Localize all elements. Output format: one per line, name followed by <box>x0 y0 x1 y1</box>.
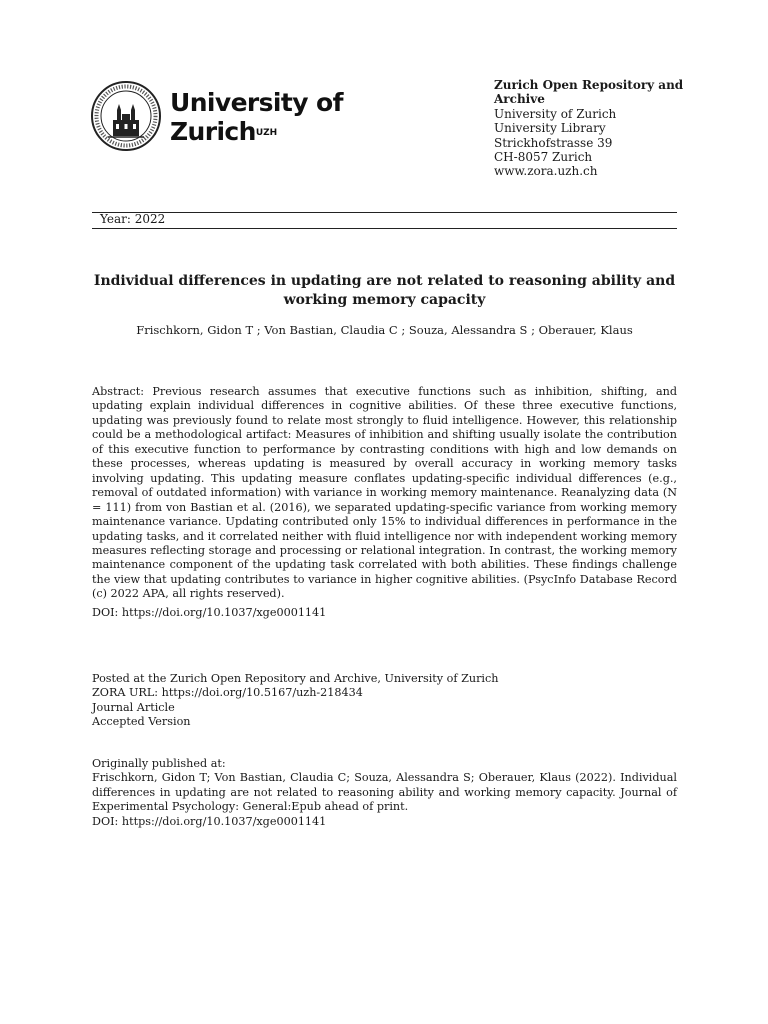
original-heading: Originally published at: <box>92 757 226 770</box>
paper-abstract: Abstract: Previous research assumes that executive functions such as inhibition, shifting, and updating explain individual differences in cognitive abilities. Of these three executive functions, updating was previously found to relate most strongly to fluid intelligence. However, this relationship could be a methodological artifact: Measures of inhibition and shifting usually isolate the contribution of this executive function to performance by contrasting conditions with high and low demands on these processes, whereas updating is measured by overall accuracy in working memory tasks involving updating. This updating measure conflates updating-specific individual differences (e.g., removal of outdated information) with variance in working memory maintenance. Reanalyzing data (N = 111) from von Bastian et al. (2016), we separated updating-specific variance from working memory maintenance variance. Updating contributed only 15% to individual differences in performance in the updating tasks, and it correlated neither with fluid intelligence nor with independent working memory measures reflecting storage and processing or relational integration. In contrast, the working memory maintenance component of the updating task correlated with both abilities. These findings challenge the view that updating contributes to variance in higher cognitive abilities. (PsycInfo Database Record (c) 2022 APA, all rights reserved). <box>92 385 677 601</box>
top-rule <box>92 212 677 213</box>
repository-library: University Library <box>494 121 606 136</box>
repository-address <box>494 78 694 179</box>
original-publication <box>92 757 677 829</box>
repository-city: CH-8057 Zurich <box>494 150 593 165</box>
university-seal-icon <box>90 80 162 152</box>
paper-doi[interactable]: DOI: https://doi.org/10.1037/xge0001141 <box>92 606 327 619</box>
year-label: Year: 2022 <box>100 212 166 226</box>
publication-type: Journal Article <box>92 700 175 714</box>
original-doi[interactable]: DOI: https://doi.org/10.1037/xge0001141 <box>92 814 327 828</box>
posting-info <box>92 672 677 730</box>
bottom-rule <box>92 228 677 229</box>
repository-institution: University of Zurich <box>494 106 617 121</box>
repository-website[interactable]: www.zora.uzh.ch <box>494 164 598 179</box>
posted-statement: Posted at the Zurich Open Repository and Archive, University of Zurich <box>92 672 499 685</box>
original-citation: Frischkorn, Gidon T; Von Bastian, Claudia C; Souza, Alessandra S; Oberauer, Klaus (2022). Individual differences in updating are not related to reasoning ability and working memory capacity. Journal of Experimental Psychology: General:Epub ahead of print. <box>92 771 677 814</box>
publication-version: Accepted Version <box>92 715 191 729</box>
repository-street: Strickhofstrasse 39 <box>494 135 613 150</box>
university-wordmark: University of Zurich$^{UZH}$ <box>170 88 343 146</box>
university-logo <box>90 80 343 160</box>
paper-title: Individual differences in updating are not related to reasoning ability and working memory capacity <box>93 273 676 308</box>
zora-url[interactable]: ZORA URL: https://doi.org/10.5167/uzh-218434 <box>92 686 363 700</box>
paper-authors: Frischkorn, Gidon T ; Von Bastian, Claudia C ; Souza, Alessandra S ; Oberauer, Klaus <box>136 323 633 337</box>
repository-name: Zurich Open Repository and Archive <box>494 78 684 107</box>
